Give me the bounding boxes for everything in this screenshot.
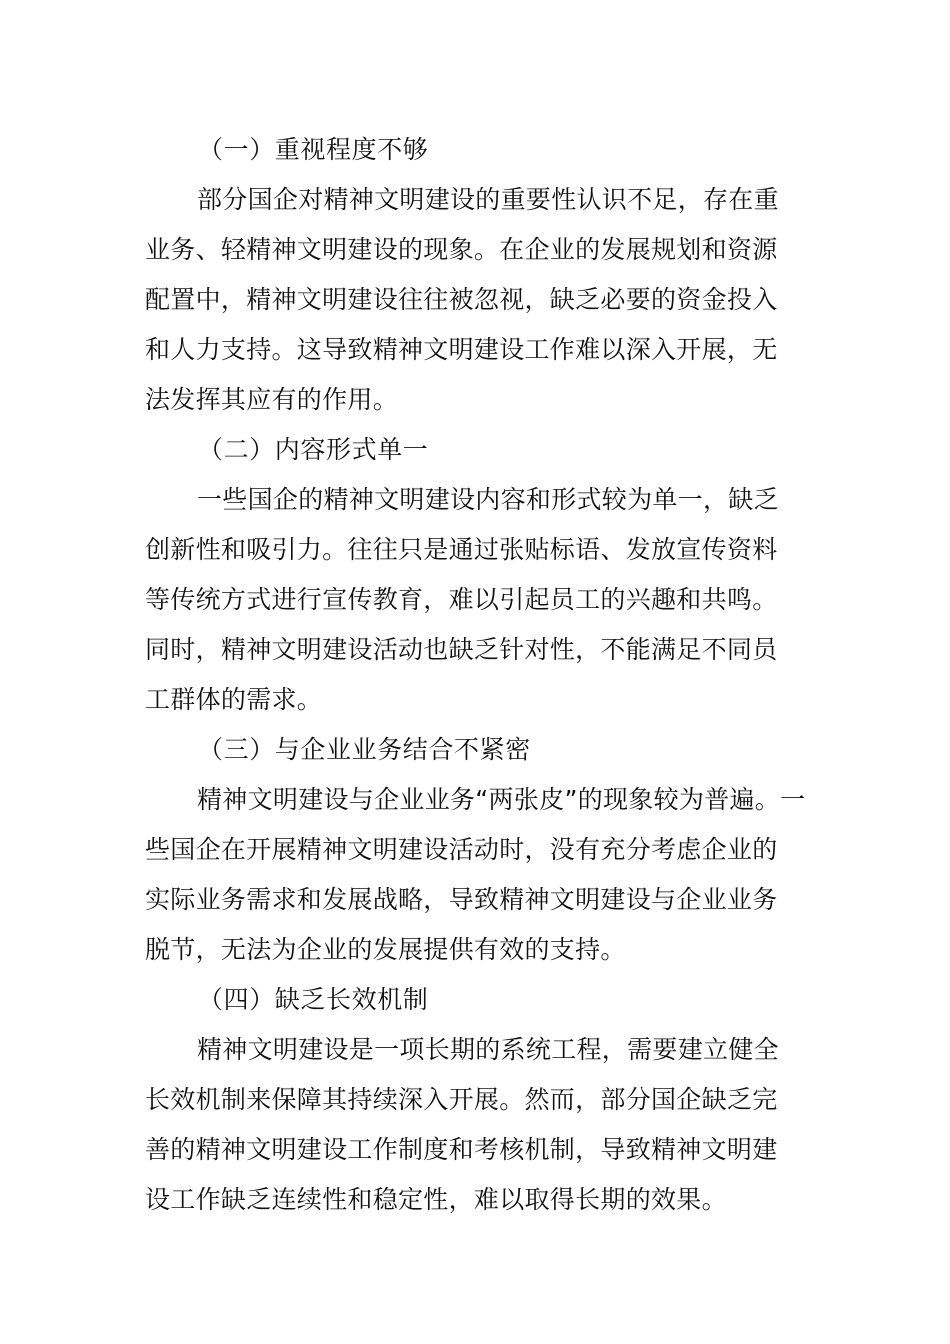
paragraph-line: 业务、轻精神文明建设的现象。在企业的发展规划和资源 bbox=[145, 235, 778, 264]
paragraph-line: 脱节，无法为企业的发展提供有效的支持。 bbox=[145, 935, 626, 964]
paragraph-line: 设工作缺乏连续性和稳定性，难以取得长期的效果。 bbox=[145, 1185, 727, 1214]
paragraph-line: 长效机制来保障其持续深入开展。然而，部分国企缺乏完 bbox=[145, 1085, 778, 1114]
paragraph-line: 等传统方式进行宣传教育，难以引起员工的兴趣和共鸣。 bbox=[145, 585, 778, 614]
section-1 bbox=[145, 125, 805, 425]
paragraph-line: 些国企在开展精神文明建设活动时，没有充分考虑企业的 bbox=[145, 835, 778, 864]
paragraph-line: 精神文明建设是一项长期的系统工程，需要建立健全 bbox=[197, 1035, 779, 1064]
paragraph-line: 同时，精神文明建设活动也缺乏针对性，不能满足不同员 bbox=[145, 635, 778, 664]
section-heading: （二）内容形式单一 bbox=[198, 435, 429, 464]
section-4 bbox=[145, 975, 805, 1225]
section-heading: （四）缺乏长效机制 bbox=[198, 985, 429, 1014]
paragraph-line: 创新性和吸引力。往往只是通过张贴标语、发放宣传资料 bbox=[145, 535, 778, 564]
paragraph-line: 部分国企对精神文明建设的重要性认识不足，存在重 bbox=[197, 185, 779, 214]
paragraph-line: 和人力支持。这导致精神文明建设工作难以深入开展，无 bbox=[145, 335, 778, 364]
document-page bbox=[145, 125, 805, 1225]
paragraph-line: 工群体的需求。 bbox=[145, 685, 323, 714]
section-heading: （三）与企业业务结合不紧密 bbox=[198, 735, 531, 764]
paragraph-line: 精神文明建设与企业业务“两张皮”的现象较为普遍。一 bbox=[197, 785, 806, 814]
paragraph-line: 一些国企的精神文明建设内容和形式较为单一，缺乏 bbox=[197, 485, 779, 514]
paragraph-line: 法发挥其应有的作用。 bbox=[145, 385, 399, 414]
section-3 bbox=[145, 725, 805, 975]
paragraph-line: 配置中，精神文明建设往往被忽视，缺乏必要的资金投入 bbox=[145, 285, 778, 314]
paragraph-line: 实际业务需求和发展战略，导致精神文明建设与企业业务 bbox=[145, 885, 778, 914]
section-2 bbox=[145, 425, 805, 725]
paragraph-line: 善的精神文明建设工作制度和考核机制，导致精神文明建 bbox=[145, 1135, 778, 1164]
section-heading: （一）重视程度不够 bbox=[198, 135, 429, 164]
